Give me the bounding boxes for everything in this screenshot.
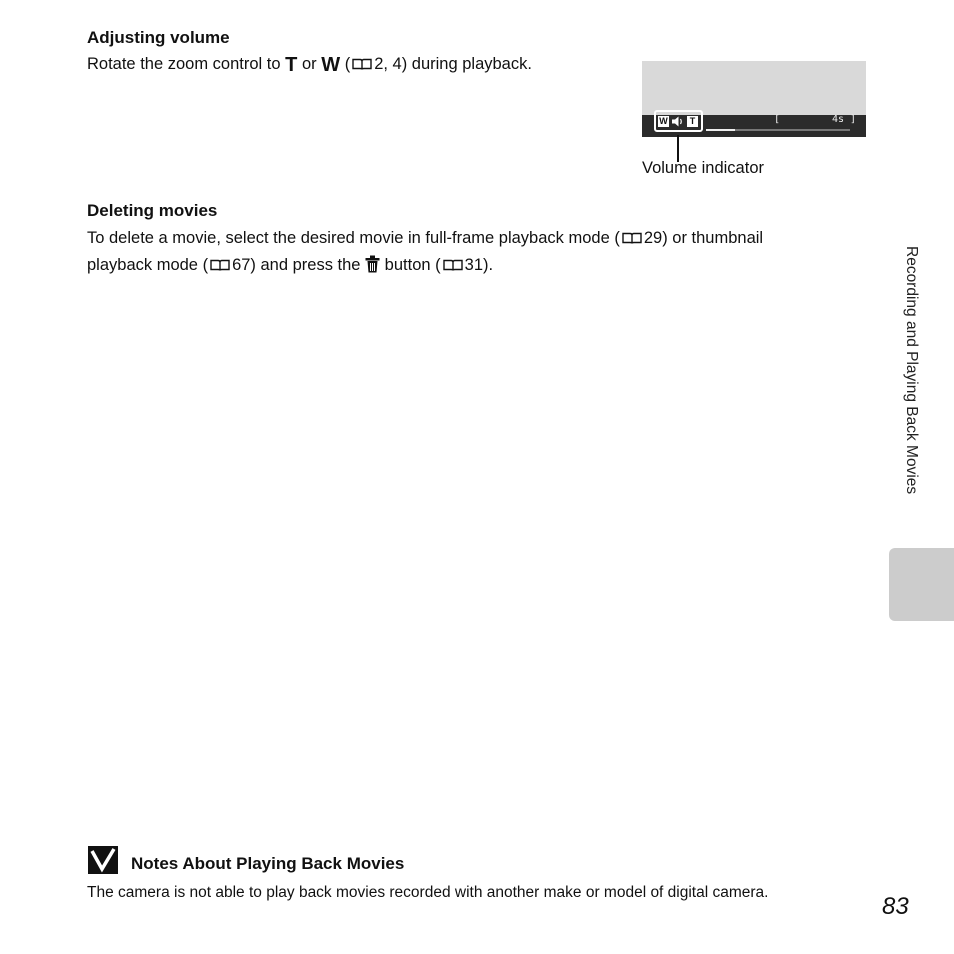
callout-leader-line (677, 135, 679, 162)
deleting-movies-text: To delete a movie, select the desired movie in full-frame playback mode ( 29) or thumbnail playback mode ( 67) and press the button ( 31). (87, 225, 877, 282)
notes-text: The camera is not able to play back movies recorded with another make or model of digital camera. (87, 884, 769, 901)
zoom-t-symbol: T (285, 54, 298, 76)
adjusting-volume-heading: Adjusting volume (87, 28, 230, 47)
section-side-label: Recording and Playing Back Movies (903, 246, 920, 495)
trash-icon (365, 255, 380, 282)
book-reference-icon (210, 253, 230, 265)
page-number: 83 (882, 893, 909, 920)
zoom-w-badge: W (659, 116, 668, 126)
deleting-movies-heading: Deleting movies (87, 201, 218, 220)
playback-screen-illustration (642, 61, 866, 137)
time-remaining: 4s ] (832, 114, 857, 125)
book-reference-icon (622, 226, 642, 238)
notes-heading: Notes About Playing Back Movies (131, 854, 405, 873)
volume-indicator (654, 110, 703, 132)
zoom-w-symbol: W (321, 54, 341, 76)
speaker-icon (671, 115, 685, 133)
time-bracket: [ (774, 114, 781, 125)
playback-progress-fill (706, 129, 735, 131)
book-reference-icon (443, 253, 463, 265)
zoom-t-badge: T (687, 116, 698, 127)
caution-check-icon (88, 846, 118, 879)
adjusting-volume-text: Rotate the zoom control to T or W ( 2, 4) during playback. (87, 54, 532, 76)
section-tab (889, 548, 954, 621)
book-reference-icon (352, 52, 372, 64)
volume-indicator-label: Volume indicator (642, 159, 764, 177)
